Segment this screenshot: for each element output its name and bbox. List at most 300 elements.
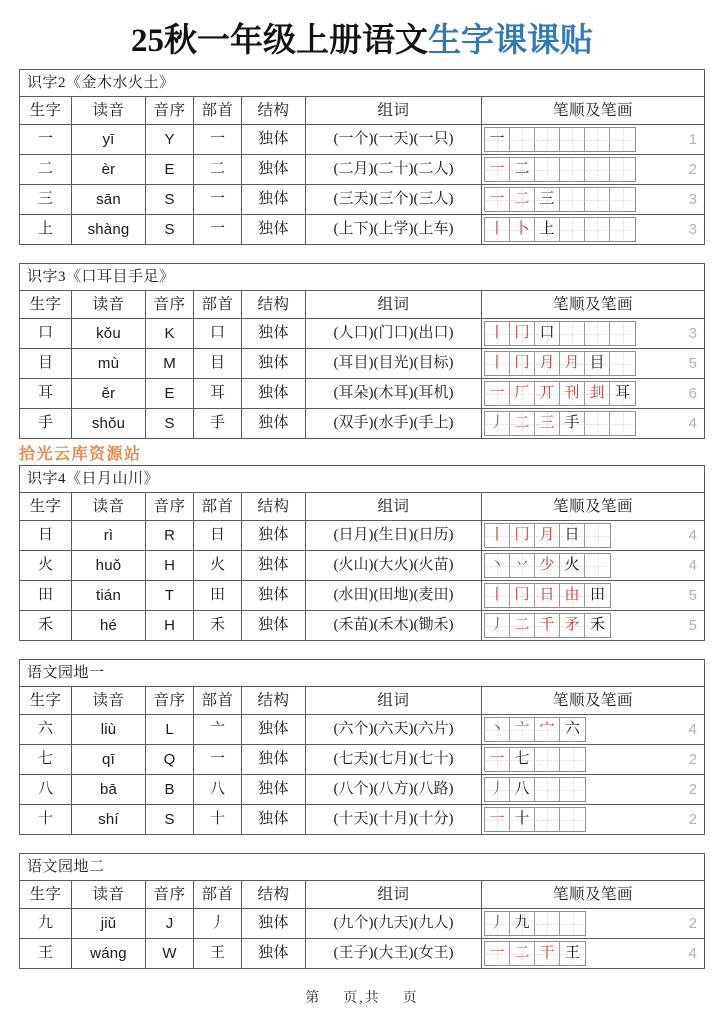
stroke-step: 厂 bbox=[514, 385, 530, 401]
stroke-step: 口 bbox=[539, 325, 555, 341]
table-caption: 识字3《口耳目手足》 bbox=[20, 264, 705, 291]
cell-seq: H bbox=[146, 611, 194, 641]
cell-structure: 独体 bbox=[242, 379, 306, 409]
stroke-count: 5 bbox=[688, 355, 697, 372]
stroke-count: 6 bbox=[688, 385, 697, 402]
cell-words: (十天)(十月)(十分) bbox=[306, 805, 482, 835]
cell-seq: B bbox=[146, 775, 194, 805]
stroke-grid-cell bbox=[485, 614, 510, 637]
page-footer bbox=[0, 987, 724, 1007]
stroke-step: 二 bbox=[514, 191, 530, 207]
stroke-grid-cell bbox=[535, 352, 560, 375]
column-header-words: 组词 bbox=[306, 493, 482, 521]
table-caption-row bbox=[20, 660, 705, 687]
cell-pinyin: huǒ bbox=[72, 551, 146, 581]
stroke-count: 2 bbox=[688, 915, 697, 932]
cell-words: (双手)(水手)(手上) bbox=[306, 409, 482, 439]
stroke-grid bbox=[484, 911, 586, 936]
column-header-zi: 生字 bbox=[20, 291, 72, 319]
cell-zi: 八 bbox=[20, 775, 72, 805]
stroke-grid-cell bbox=[535, 748, 560, 771]
stroke-grid-cell bbox=[560, 218, 585, 241]
stroke-grid-cell bbox=[485, 778, 510, 801]
stroke-grid-cell bbox=[485, 808, 510, 831]
stroke-grid-cell bbox=[485, 748, 510, 771]
watermark-text: 拾光云库资源站 bbox=[19, 446, 142, 463]
column-header-radical: 部首 bbox=[194, 687, 242, 715]
table-row bbox=[20, 155, 705, 185]
stroke-step: 二 bbox=[514, 617, 530, 633]
column-header-pinyin: 读音 bbox=[72, 291, 146, 319]
cell-stroke-order bbox=[482, 775, 705, 805]
cell-stroke-order bbox=[482, 611, 705, 641]
stroke-step: 丌 bbox=[539, 385, 555, 401]
cell-radical: 禾 bbox=[194, 611, 242, 641]
column-header-structure: 结构 bbox=[242, 687, 306, 715]
cell-seq: S bbox=[146, 805, 194, 835]
cell-structure: 独体 bbox=[242, 581, 306, 611]
cell-words: (上下)(上学)(上车) bbox=[306, 215, 482, 245]
stroke-step: 日 bbox=[539, 587, 555, 603]
cell-radical: 火 bbox=[194, 551, 242, 581]
stroke-step: 一 bbox=[489, 131, 505, 147]
stroke-step: 一 bbox=[489, 385, 505, 401]
stroke-grid-cell bbox=[535, 128, 560, 151]
stroke-grid-cell bbox=[510, 412, 535, 435]
stroke-grid-cell bbox=[610, 218, 635, 241]
stroke-step: 一 bbox=[489, 161, 505, 177]
worksheet-body bbox=[19, 69, 705, 969]
stroke-count: 4 bbox=[688, 945, 697, 962]
cell-radical: 一 bbox=[194, 185, 242, 215]
stroke-step: 冂 bbox=[514, 355, 530, 371]
cell-words: (水田)(田地)(麦田) bbox=[306, 581, 482, 611]
stroke-count: 5 bbox=[688, 587, 697, 604]
stroke-step: 三 bbox=[539, 191, 555, 207]
cell-seq: J bbox=[146, 909, 194, 939]
stroke-grid bbox=[484, 351, 636, 376]
stroke-grid-cell bbox=[535, 218, 560, 241]
cell-zi: 三 bbox=[20, 185, 72, 215]
stroke-grid bbox=[484, 321, 636, 346]
cell-stroke-order bbox=[482, 215, 705, 245]
table-caption: 语文园地二 bbox=[20, 854, 705, 881]
character-table bbox=[19, 263, 705, 439]
table-header-row bbox=[20, 687, 705, 715]
stroke-grid bbox=[484, 553, 611, 578]
cell-words: (耳朵)(木耳)(耳机) bbox=[306, 379, 482, 409]
stroke-grid-cell bbox=[610, 352, 635, 375]
cell-stroke-order bbox=[482, 939, 705, 969]
table-row bbox=[20, 215, 705, 245]
stroke-count: 4 bbox=[688, 557, 697, 574]
stroke-step: 刊 bbox=[564, 385, 580, 401]
stroke-step: 丨 bbox=[489, 527, 505, 543]
table-caption-row bbox=[20, 466, 705, 493]
column-header-pinyin: 读音 bbox=[72, 97, 146, 125]
stroke-step: 冂 bbox=[514, 325, 530, 341]
column-header-zi: 生字 bbox=[20, 687, 72, 715]
stroke-grid-cell bbox=[585, 584, 610, 607]
cell-pinyin: jiǔ bbox=[72, 909, 146, 939]
cell-stroke-order bbox=[482, 581, 705, 611]
table-row bbox=[20, 909, 705, 939]
cell-words: (人口)(门口)(出口) bbox=[306, 319, 482, 349]
stroke-grid-cell bbox=[610, 128, 635, 151]
column-header-strokes: 笔顺及笔画 bbox=[482, 687, 705, 715]
stroke-grid-cell bbox=[535, 382, 560, 405]
stroke-step: 二 bbox=[514, 945, 530, 961]
stroke-count: 2 bbox=[688, 161, 697, 178]
stroke-grid-cell bbox=[485, 158, 510, 181]
stroke-grid bbox=[484, 127, 636, 152]
cell-seq: S bbox=[146, 215, 194, 245]
stroke-grid-cell bbox=[585, 128, 610, 151]
stroke-grid-cell bbox=[560, 188, 585, 211]
stroke-step: 丨 bbox=[489, 221, 505, 237]
cell-words: (三天)(三个)(三人) bbox=[306, 185, 482, 215]
stroke-step: 手 bbox=[564, 415, 580, 431]
stroke-count: 4 bbox=[688, 527, 697, 544]
stroke-step: 七 bbox=[514, 751, 530, 767]
stroke-grid-cell bbox=[585, 614, 610, 637]
stroke-step: 冂 bbox=[514, 527, 530, 543]
column-header-strokes: 笔顺及笔画 bbox=[482, 493, 705, 521]
cell-radical: 十 bbox=[194, 805, 242, 835]
stroke-count: 4 bbox=[688, 415, 697, 432]
column-header-seq: 音序 bbox=[146, 881, 194, 909]
stroke-grid bbox=[484, 613, 611, 638]
cell-structure: 独体 bbox=[242, 551, 306, 581]
cell-seq: Q bbox=[146, 745, 194, 775]
stroke-grid-cell bbox=[535, 188, 560, 211]
stroke-grid-cell bbox=[510, 748, 535, 771]
table-row bbox=[20, 319, 705, 349]
stroke-step: 六 bbox=[564, 721, 580, 737]
column-header-seq: 音序 bbox=[146, 687, 194, 715]
stroke-step: 王 bbox=[564, 945, 580, 961]
stroke-step: 亠 bbox=[514, 721, 530, 737]
cell-stroke-order bbox=[482, 409, 705, 439]
cell-radical: 一 bbox=[194, 745, 242, 775]
stroke-grid-cell bbox=[510, 128, 535, 151]
stroke-grid-cell bbox=[485, 524, 510, 547]
cell-words: (七天)(七月)(七十) bbox=[306, 745, 482, 775]
cell-structure: 独体 bbox=[242, 745, 306, 775]
stroke-grid bbox=[484, 941, 586, 966]
footer-prefix: 第 bbox=[305, 991, 322, 1006]
stroke-grid-cell bbox=[585, 382, 610, 405]
cell-structure: 独体 bbox=[242, 521, 306, 551]
cell-structure: 独体 bbox=[242, 775, 306, 805]
cell-seq: K bbox=[146, 319, 194, 349]
table-caption: 识字2《金木水火土》 bbox=[20, 70, 705, 97]
stroke-step: 八 bbox=[514, 781, 530, 797]
cell-radical: 八 bbox=[194, 775, 242, 805]
column-header-strokes: 笔顺及笔画 bbox=[482, 97, 705, 125]
cell-structure: 独体 bbox=[242, 909, 306, 939]
table-row bbox=[20, 521, 705, 551]
cell-seq: S bbox=[146, 185, 194, 215]
column-header-seq: 音序 bbox=[146, 291, 194, 319]
cell-zi: 九 bbox=[20, 909, 72, 939]
stroke-grid-cell bbox=[560, 322, 585, 345]
stroke-grid-cell bbox=[610, 412, 635, 435]
stroke-grid-cell bbox=[610, 322, 635, 345]
stroke-grid-cell bbox=[510, 614, 535, 637]
cell-structure: 独体 bbox=[242, 125, 306, 155]
stroke-grid-cell bbox=[485, 218, 510, 241]
footer-middle: 页,共 bbox=[343, 991, 381, 1006]
column-header-zi: 生字 bbox=[20, 97, 72, 125]
stroke-grid-cell bbox=[485, 352, 510, 375]
cell-radical: 耳 bbox=[194, 379, 242, 409]
stroke-step: 丶 bbox=[489, 557, 505, 573]
stroke-step: 三 bbox=[539, 415, 555, 431]
stroke-grid-cell bbox=[560, 942, 585, 965]
cell-pinyin: kǒu bbox=[72, 319, 146, 349]
stroke-grid-cell bbox=[585, 412, 610, 435]
cell-zi: 田 bbox=[20, 581, 72, 611]
stroke-grid-cell bbox=[535, 808, 560, 831]
stroke-step: 九 bbox=[514, 915, 530, 931]
cell-stroke-order bbox=[482, 349, 705, 379]
column-header-pinyin: 读音 bbox=[72, 881, 146, 909]
table-header-row bbox=[20, 97, 705, 125]
table-row bbox=[20, 409, 705, 439]
stroke-grid bbox=[484, 381, 636, 406]
footer-suffix: 页 bbox=[402, 991, 419, 1006]
column-header-words: 组词 bbox=[306, 291, 482, 319]
cell-pinyin: wáng bbox=[72, 939, 146, 969]
stroke-grid-cell bbox=[535, 584, 560, 607]
character-table bbox=[19, 465, 705, 641]
stroke-step: 一 bbox=[489, 811, 505, 827]
cell-words: (六个)(六天)(六片) bbox=[306, 715, 482, 745]
stroke-count: 1 bbox=[688, 131, 697, 148]
cell-pinyin: shí bbox=[72, 805, 146, 835]
cell-stroke-order bbox=[482, 521, 705, 551]
stroke-grid-cell bbox=[560, 584, 585, 607]
stroke-grid-cell bbox=[535, 942, 560, 965]
cell-zi: 目 bbox=[20, 349, 72, 379]
stroke-grid-cell bbox=[610, 158, 635, 181]
cell-structure: 独体 bbox=[242, 215, 306, 245]
cell-zi: 一 bbox=[20, 125, 72, 155]
stroke-grid bbox=[484, 523, 611, 548]
cell-words: (八个)(八方)(八路) bbox=[306, 775, 482, 805]
stroke-step: 田 bbox=[589, 587, 605, 603]
column-header-radical: 部首 bbox=[194, 291, 242, 319]
cell-pinyin: yī bbox=[72, 125, 146, 155]
column-header-structure: 结构 bbox=[242, 493, 306, 521]
stroke-grid bbox=[484, 411, 636, 436]
column-header-structure: 结构 bbox=[242, 291, 306, 319]
stroke-grid-cell bbox=[510, 554, 535, 577]
page-title-black: 25秋一年级上册语文 bbox=[131, 23, 428, 59]
stroke-count: 3 bbox=[688, 191, 697, 208]
stroke-grid-cell bbox=[535, 158, 560, 181]
stroke-grid-cell bbox=[535, 412, 560, 435]
cell-words: (日月)(生日)(日历) bbox=[306, 521, 482, 551]
cell-stroke-order bbox=[482, 319, 705, 349]
stroke-grid-cell bbox=[510, 584, 535, 607]
stroke-grid-cell bbox=[585, 352, 610, 375]
cell-zi: 火 bbox=[20, 551, 72, 581]
stroke-grid-cell bbox=[485, 128, 510, 151]
table-row bbox=[20, 775, 705, 805]
page-title bbox=[0, 0, 724, 69]
stroke-step: 一 bbox=[489, 191, 505, 207]
column-header-zi: 生字 bbox=[20, 881, 72, 909]
stroke-grid-cell bbox=[560, 808, 585, 831]
stroke-grid-cell bbox=[535, 524, 560, 547]
cell-pinyin: bā bbox=[72, 775, 146, 805]
cell-pinyin: sān bbox=[72, 185, 146, 215]
stroke-grid-cell bbox=[560, 382, 585, 405]
cell-zi: 日 bbox=[20, 521, 72, 551]
stroke-grid-cell bbox=[585, 322, 610, 345]
cell-stroke-order bbox=[482, 909, 705, 939]
cell-zi: 口 bbox=[20, 319, 72, 349]
cell-words: (一个)(一天)(一只) bbox=[306, 125, 482, 155]
table-caption-row bbox=[20, 70, 705, 97]
stroke-grid-cell bbox=[560, 614, 585, 637]
stroke-step: 丨 bbox=[489, 325, 505, 341]
stroke-grid bbox=[484, 217, 636, 242]
stroke-count: 4 bbox=[688, 721, 697, 738]
stroke-grid bbox=[484, 157, 636, 182]
cell-structure: 独体 bbox=[242, 319, 306, 349]
stroke-grid-cell bbox=[510, 912, 535, 935]
stroke-grid-cell bbox=[485, 554, 510, 577]
character-table bbox=[19, 659, 705, 835]
stroke-grid-cell bbox=[485, 322, 510, 345]
stroke-grid-cell bbox=[560, 158, 585, 181]
table-row bbox=[20, 939, 705, 969]
cell-radical: 目 bbox=[194, 349, 242, 379]
stroke-grid-cell bbox=[510, 158, 535, 181]
stroke-grid-cell bbox=[485, 382, 510, 405]
cell-radical: 一 bbox=[194, 125, 242, 155]
stroke-grid-cell bbox=[535, 614, 560, 637]
cell-radical: 日 bbox=[194, 521, 242, 551]
cell-radical: 王 bbox=[194, 939, 242, 969]
stroke-step: 丷 bbox=[514, 557, 530, 573]
cell-radical: 手 bbox=[194, 409, 242, 439]
cell-words: (耳目)(目光)(目标) bbox=[306, 349, 482, 379]
cell-structure: 独体 bbox=[242, 611, 306, 641]
table-caption-row bbox=[20, 854, 705, 881]
cell-radical: 二 bbox=[194, 155, 242, 185]
table-row bbox=[20, 125, 705, 155]
stroke-count: 5 bbox=[688, 617, 697, 634]
stroke-step: 二 bbox=[514, 161, 530, 177]
cell-radical: 口 bbox=[194, 319, 242, 349]
table-caption: 语文园地一 bbox=[20, 660, 705, 687]
stroke-count: 2 bbox=[688, 781, 697, 798]
stroke-grid bbox=[484, 807, 586, 832]
stroke-step: 冂 bbox=[514, 587, 530, 603]
stroke-step: 丿 bbox=[489, 617, 505, 633]
cell-seq: E bbox=[146, 155, 194, 185]
stroke-step: 丶 bbox=[489, 721, 505, 737]
cell-pinyin: èr bbox=[72, 155, 146, 185]
stroke-grid-cell bbox=[510, 322, 535, 345]
cell-stroke-order bbox=[482, 551, 705, 581]
stroke-step: 矛 bbox=[564, 617, 580, 633]
cell-pinyin: ěr bbox=[72, 379, 146, 409]
stroke-grid bbox=[484, 717, 586, 742]
stroke-count: 3 bbox=[688, 325, 697, 342]
stroke-step: 干 bbox=[539, 945, 555, 961]
cell-zi: 手 bbox=[20, 409, 72, 439]
cell-pinyin: rì bbox=[72, 521, 146, 551]
stroke-grid-cell bbox=[585, 524, 610, 547]
stroke-grid-cell bbox=[560, 912, 585, 935]
stroke-grid-cell bbox=[560, 128, 585, 151]
cell-words: (火山)(大火)(火苗) bbox=[306, 551, 482, 581]
stroke-grid-cell bbox=[560, 748, 585, 771]
column-header-zi: 生字 bbox=[20, 493, 72, 521]
stroke-step: 日 bbox=[564, 527, 580, 543]
column-header-pinyin: 读音 bbox=[72, 493, 146, 521]
column-header-words: 组词 bbox=[306, 881, 482, 909]
stroke-grid-cell bbox=[535, 554, 560, 577]
stroke-step: 丨 bbox=[489, 587, 505, 603]
cell-seq: M bbox=[146, 349, 194, 379]
stroke-count: 2 bbox=[688, 811, 697, 828]
cell-zi: 六 bbox=[20, 715, 72, 745]
stroke-grid bbox=[484, 583, 611, 608]
stroke-step: 由 bbox=[564, 587, 580, 603]
stroke-grid-cell bbox=[560, 718, 585, 741]
column-header-radical: 部首 bbox=[194, 97, 242, 125]
stroke-grid-cell bbox=[560, 554, 585, 577]
stroke-grid-cell bbox=[510, 942, 535, 965]
column-header-structure: 结构 bbox=[242, 97, 306, 125]
stroke-step: 月 bbox=[539, 355, 555, 371]
stroke-count: 3 bbox=[688, 221, 697, 238]
cell-zi: 七 bbox=[20, 745, 72, 775]
cell-seq: S bbox=[146, 409, 194, 439]
cell-structure: 独体 bbox=[242, 349, 306, 379]
cell-stroke-order bbox=[482, 379, 705, 409]
stroke-grid-cell bbox=[535, 778, 560, 801]
stroke-step: 丨 bbox=[489, 355, 505, 371]
cell-seq: Y bbox=[146, 125, 194, 155]
column-header-strokes: 笔顺及笔画 bbox=[482, 881, 705, 909]
stroke-count: 2 bbox=[688, 751, 697, 768]
cell-zi: 二 bbox=[20, 155, 72, 185]
stroke-step: 月 bbox=[564, 355, 580, 371]
cell-stroke-order bbox=[482, 185, 705, 215]
cell-pinyin: tián bbox=[72, 581, 146, 611]
stroke-step: 火 bbox=[564, 557, 580, 573]
cell-structure: 独体 bbox=[242, 939, 306, 969]
stroke-grid-cell bbox=[535, 322, 560, 345]
table-row bbox=[20, 715, 705, 745]
stroke-grid-cell bbox=[585, 218, 610, 241]
character-table bbox=[19, 853, 705, 969]
table-header-row bbox=[20, 493, 705, 521]
cell-stroke-order bbox=[482, 125, 705, 155]
column-header-words: 组词 bbox=[306, 97, 482, 125]
stroke-grid-cell bbox=[560, 352, 585, 375]
cell-stroke-order bbox=[482, 715, 705, 745]
stroke-grid-cell bbox=[510, 218, 535, 241]
cell-stroke-order bbox=[482, 155, 705, 185]
